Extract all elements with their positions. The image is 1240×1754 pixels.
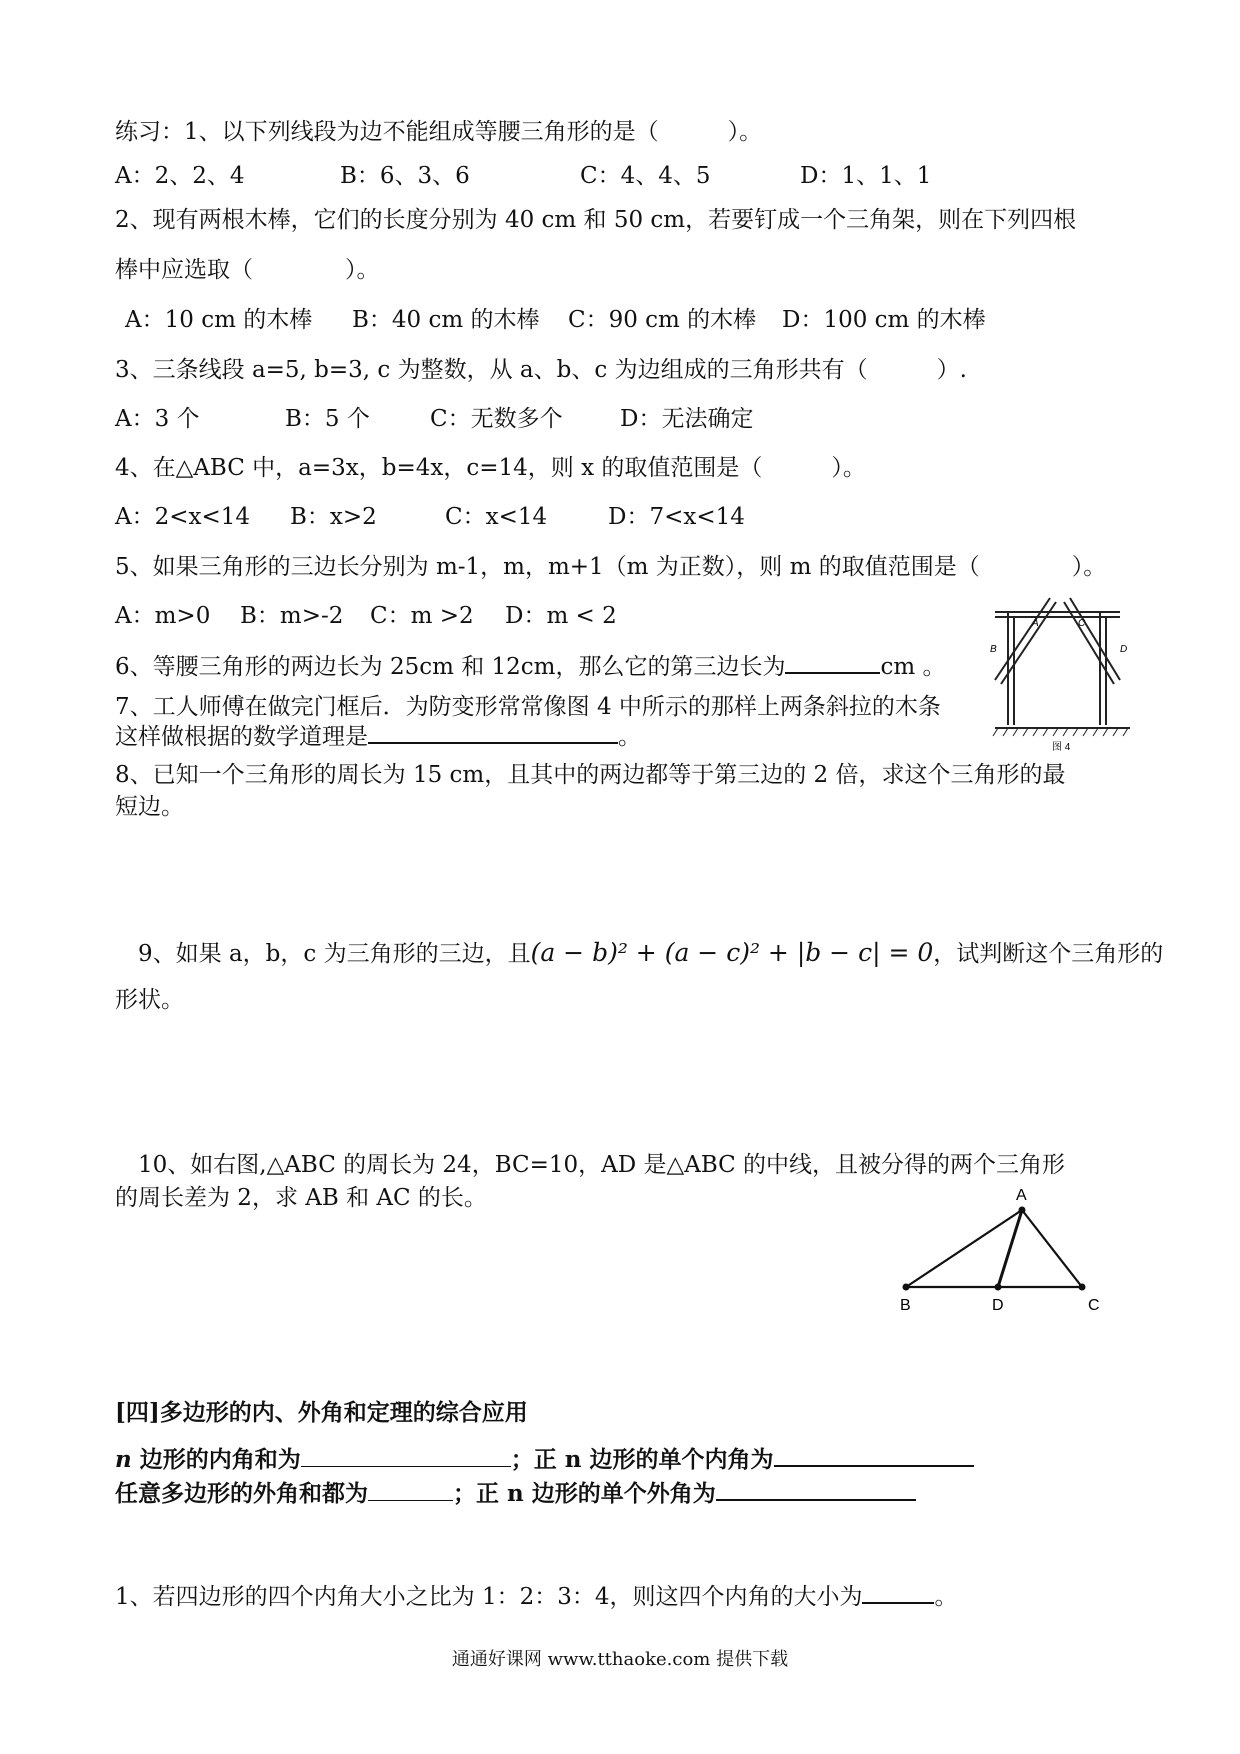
q7-line1: 7、工人师傅在做完门框后．为防变形常常像图 4 中所示的那样上两条斜拉的木条	[115, 694, 941, 720]
s4-q1-text-before: 1、若四边形的四个内角大小之比为 1：2：3：4，则这四个内角的大小为	[115, 1584, 863, 1610]
triangle-label-c: C	[1088, 1297, 1100, 1314]
s4-q1-text-after: 。	[934, 1584, 958, 1610]
q3-option-b: B：5 个	[285, 406, 370, 432]
point-b	[903, 1284, 910, 1291]
q10-line1: 10、如右图,△ABC 的周长为 24，BC=10，AD 是△ABC 的中线，且被分得的两个三角形	[138, 1152, 1066, 1178]
q6-answer-blank[interactable]	[785, 650, 880, 674]
q1-option-d: D：1、1、1	[800, 163, 932, 189]
q1-option-b: B：6、3、6	[340, 163, 470, 189]
point-a	[1019, 1207, 1026, 1214]
q5-option-a: A：m>0	[115, 603, 211, 629]
q9-formula: (a − b)² + (a − c)² + |b − c| = 0	[530, 938, 934, 967]
figure-4-label-c: C	[1078, 618, 1086, 629]
figure-4-caption: 图 4	[1052, 742, 1071, 753]
q8-line2: 短边。	[115, 794, 184, 820]
section-4-line2	[115, 1477, 916, 1509]
point-c	[1079, 1284, 1086, 1291]
q4-option-d: D：7<x<14	[608, 504, 745, 530]
q9-text-before: 9、如果 a，b，c 为三角形的三边，且	[138, 941, 531, 967]
q3-option-a: A：3 个	[115, 406, 200, 432]
q3-option-d: D：无法确定	[620, 406, 754, 432]
triangle-label-d: D	[992, 1297, 1004, 1314]
page-footer: 通通好课网 www.tthaoke.com 提供下载	[451, 1649, 789, 1670]
q2-option-c: C：90 cm 的木棒	[568, 307, 757, 333]
figure-4-door-frame	[990, 590, 1140, 755]
q2-option-a: A：10 cm 的木棒	[125, 307, 313, 333]
q1-option-c: C：4、4、5	[580, 163, 711, 189]
figure-4-label-a: A	[1032, 618, 1039, 629]
section-4-exterior-sum-text: 任意多边形的外角和都为	[115, 1480, 368, 1507]
section-4-interior-sum-text: 边形的内角和为	[131, 1446, 301, 1473]
q7-text-before: 这样做根据的数学道理是	[115, 724, 368, 750]
section-4-title: [四]多边形的内、外角和定理的综合应用	[115, 1399, 528, 1426]
q6-text-before: 6、等腰三角形的两边长为 25cm 和 12cm，那么它的第三边长为	[115, 654, 786, 680]
s4-q1-answer-blank[interactable]	[862, 1580, 934, 1604]
q7-line2	[115, 720, 641, 752]
exterior-angle-sum-blank[interactable]	[368, 1478, 453, 1501]
q4-option-b: B：x>2	[290, 504, 377, 530]
q1-stem: 练习：1、以下列线段为边不能组成等腰三角形的是（ ）。	[115, 119, 763, 145]
q2-option-b: B：40 cm 的木棒	[352, 307, 540, 333]
right-diagonal-brace	[1070, 598, 1120, 680]
q4-stem: 4、在△ABC 中，a=3x，b=4x，c=14，则 x 的取值范围是（ ）。	[115, 455, 866, 481]
segment-ab	[906, 1210, 1022, 1287]
q2-line1: 2、现有两根木棒，它们的长度分别为 40 cm 和 50 cm，若要钉成一个三角架，则在下列四根	[115, 207, 1077, 233]
median-ad	[998, 1210, 1022, 1287]
left-diagonal-brace-inner	[1001, 602, 1056, 684]
interior-angle-sum-blank[interactable]	[301, 1444, 511, 1467]
regular-exterior-angle-blank[interactable]	[716, 1477, 916, 1501]
section-4-n-variable: n	[115, 1446, 132, 1473]
s4-q1-line	[115, 1580, 957, 1612]
point-d	[995, 1284, 1002, 1291]
figure-4-label-b: B	[990, 644, 997, 655]
q10-line2: 的周长差为 2，求 AB 和 AC 的长。	[115, 1185, 487, 1211]
q5-option-d: D：m < 2	[505, 603, 617, 629]
left-diagonal-brace	[995, 598, 1050, 680]
q7-answer-blank[interactable]	[368, 720, 618, 744]
q5-option-b: B：m>-2	[240, 603, 344, 629]
q7-text-after: 。	[618, 724, 641, 750]
q6-text-after: cm 。	[880, 654, 946, 680]
q9-line2: 形状。	[115, 987, 184, 1013]
regular-interior-angle-blank[interactable]	[774, 1443, 974, 1467]
q8-line1: 8、已知一个三角形的周长为 15 cm，且其中的两边都等于第三边的 2 倍，求这个三角形的最	[115, 762, 1066, 788]
q1-option-a: A：2、2、4	[115, 163, 245, 189]
q5-stem: 5、如果三角形的三边长分别为 m-1，m，m+1（m 为正数），则 m 的取值范围是（ ）。	[115, 554, 1107, 580]
q3-option-c: C：无数多个	[430, 406, 563, 432]
triangle-label-b: B	[900, 1297, 911, 1314]
segment-ac	[1022, 1210, 1082, 1287]
q3-stem: 3、三条线段 a=5, b=3, c 为整数，从 a、b、c 为边组成的三角形共有（ ）.	[115, 357, 967, 383]
section-4-line1	[115, 1443, 974, 1475]
q4-option-c: C：x<14	[445, 504, 548, 530]
q2-line2: 棒中应选取（ ）。	[115, 257, 380, 283]
q4-option-a: A：2<x<14	[115, 504, 251, 530]
section-4-regular-interior-text: ；正 n 边形的单个内角为	[510, 1446, 774, 1473]
section-4-regular-exterior-text: ；正 n 边形的单个外角为	[453, 1480, 716, 1507]
q6-line	[115, 650, 946, 682]
triangle-abc-figure	[890, 1185, 1130, 1325]
q9-text-after: ，试判断这个三角形的	[933, 941, 1164, 967]
q9-line1	[138, 938, 1163, 969]
figure-4-label-d: D	[1120, 644, 1128, 655]
q5-option-c: C：m >2	[370, 603, 474, 629]
q2-option-d: D：100 cm 的木棒	[782, 307, 986, 333]
triangle-label-a: A	[1016, 1187, 1027, 1204]
